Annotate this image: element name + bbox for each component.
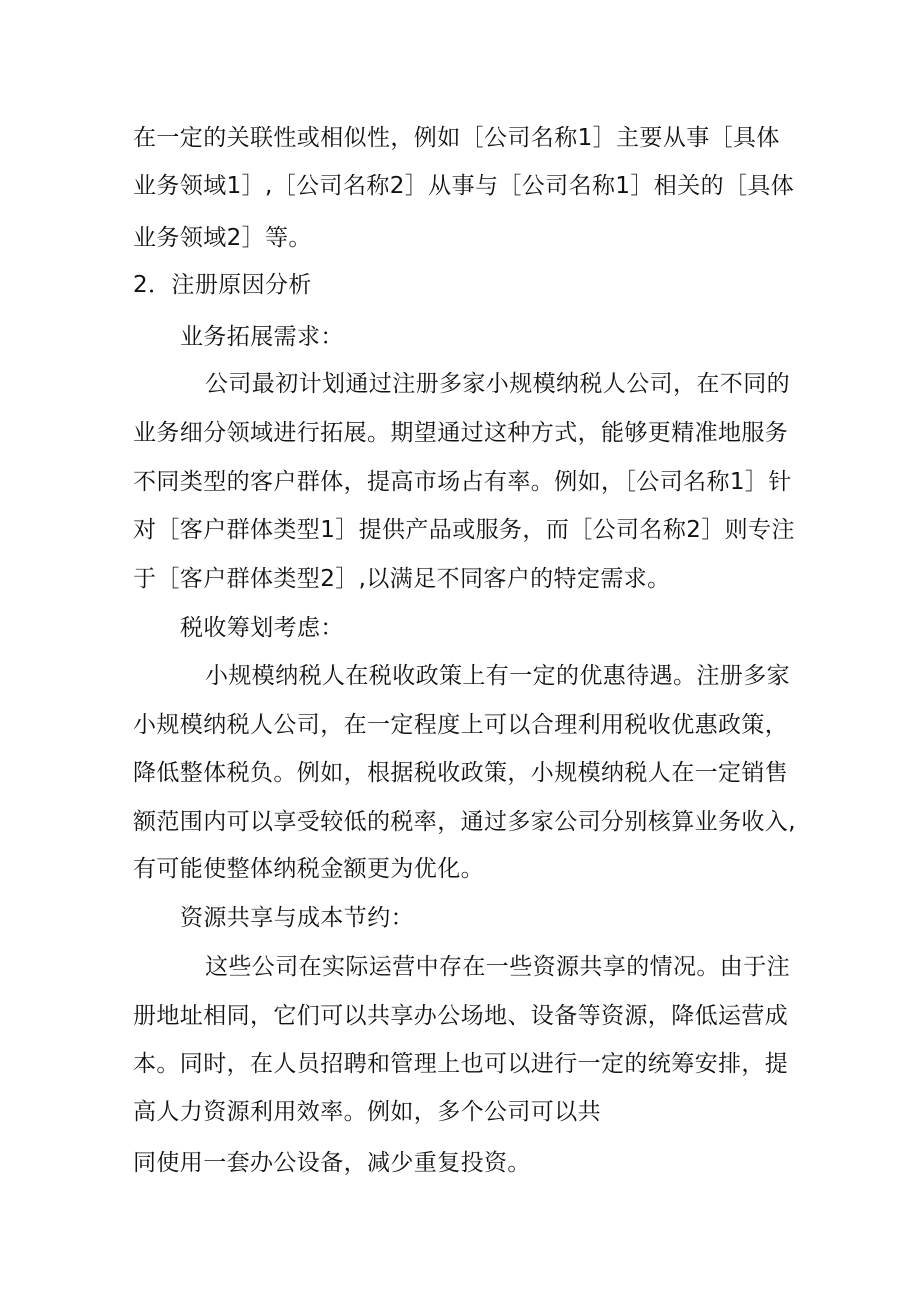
paragraph-line: 对［客户群体类型1］提供产品或服务，而［公司名称2］则专注 — [133, 517, 795, 543]
paragraph-line: 小规模纳税人在税收政策上有一定的优惠待遇。注册多家 — [205, 663, 790, 689]
subsection-heading: 资源共享与成本节约： — [180, 905, 414, 931]
paragraph-line: 于［客户群体类型2］,以满足不同客户的特定需求。 — [133, 566, 671, 592]
paragraph-line: 有可能使整体纳税金额更为优化。 — [133, 856, 484, 882]
section-heading: 2．注册原因分析 — [133, 272, 312, 298]
paragraph-line: 额范围内可以享受较低的税率，通过多家公司分别核算业务收入, — [133, 809, 796, 835]
subsection-heading: 税收筹划考虑： — [180, 615, 344, 641]
paragraph-line: 降低整体税负。例如，根据税收政策，小规模纳税人在一定销售 — [133, 760, 789, 786]
paragraph-line: 高人力资源利用效率。例如，多个公司可以共 — [133, 1099, 601, 1125]
paragraph-line: 同使用一套办公设备，减少重复投资。 — [133, 1150, 531, 1176]
paragraph-line: 小规模纳税人公司，在一定程度上可以合理利用税收优惠政策， — [133, 712, 789, 738]
paragraph-line: 公司最初计划通过注册多家小规模纳税人公司，在不同的 — [205, 371, 790, 397]
subsection-heading: 业务拓展需求： — [180, 324, 344, 350]
paragraph-line: 册地址相同，它们可以共享办公场地、设备等资源，降低运营成 — [133, 1003, 789, 1029]
paragraph-line: 不同类型的客户群体，提高市场占有率。例如，［公司名称1］针 — [133, 469, 792, 495]
paragraph-line: 在一定的关联性或相似性，例如［公司名称1］主要从事［具体 — [133, 125, 780, 151]
paragraph-line: 业务领域1］,［公司名称2］从事与［公司名称1］相关的［具体 — [133, 173, 795, 199]
paragraph-line: 业务细分领域进行拓展。期望通过这种方式，能够更精准地服务 — [133, 420, 789, 446]
paragraph-line: 这些公司在实际运营中存在一些资源共享的情况。由于注 — [205, 954, 790, 980]
paragraph-line: 业务领域2］等。 — [133, 225, 312, 251]
paragraph-line: 本。同时，在人员招聘和管理上也可以进行一定的统筹安排，提 — [133, 1051, 789, 1077]
